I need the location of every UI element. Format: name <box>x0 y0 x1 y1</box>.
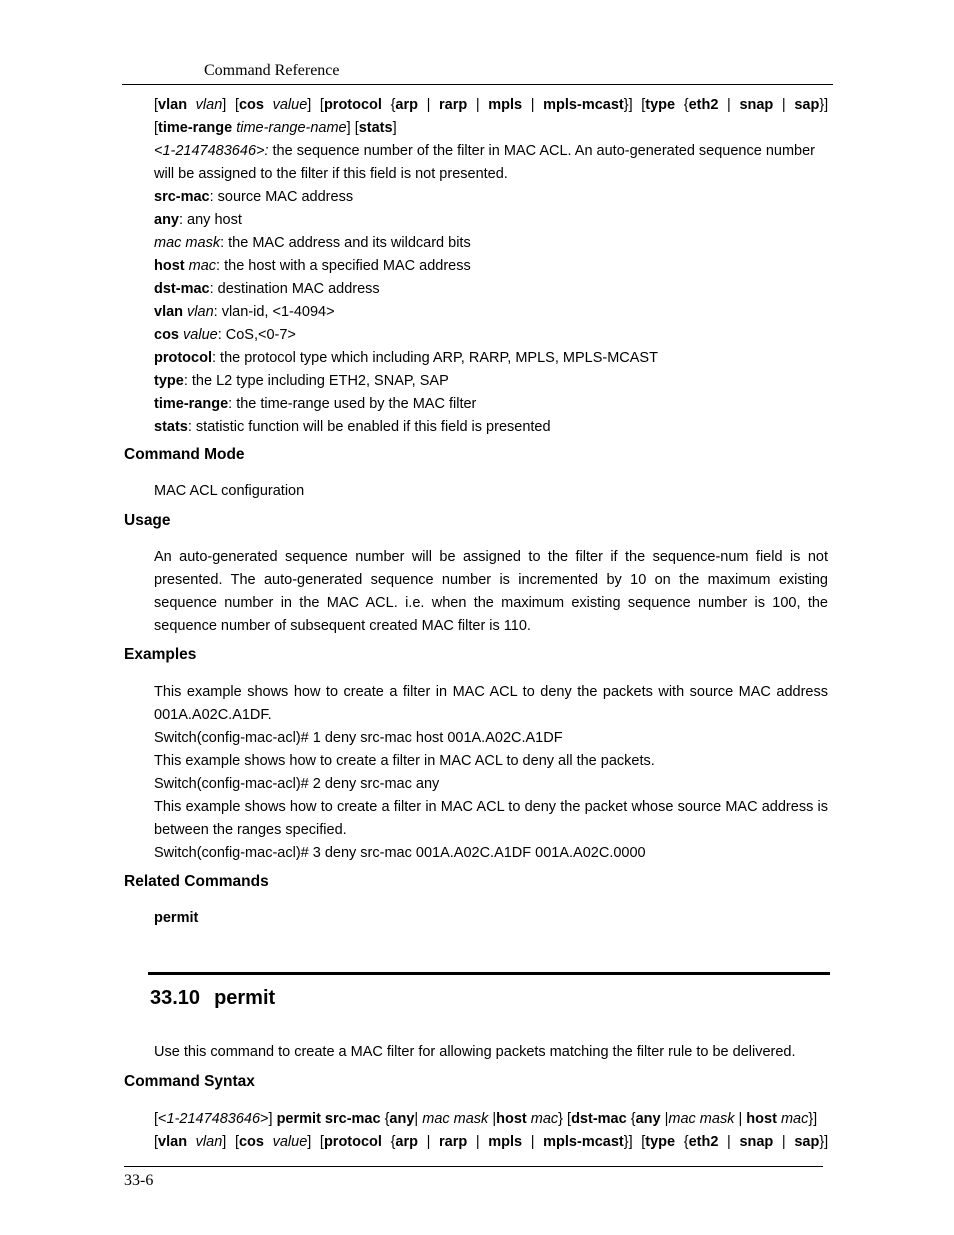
section-rule <box>148 972 830 975</box>
param-term: src-mac <box>154 189 210 205</box>
kw-sap: sap <box>794 1134 820 1150</box>
examples-text <box>154 681 828 865</box>
bracket: [ <box>567 1111 572 1127</box>
param-desc: : the MAC address and its wildcard bits <box>220 235 471 251</box>
example-command: Switch(config-mac-acl)# 3 deny src-mac 001A.A02C.A1DF 001A.A02C.0000 <box>154 845 646 861</box>
bracket: ] <box>222 97 227 113</box>
arg-vlan: vlan <box>195 97 223 113</box>
pipe: | <box>475 97 480 113</box>
pipe: | <box>781 1134 786 1150</box>
kw-mpls-mcast: mpls-mcast <box>543 1134 624 1150</box>
brace: { <box>630 1111 636 1127</box>
pipe: | <box>414 1111 419 1127</box>
running-header: Command Reference <box>204 62 340 79</box>
param-term: any <box>154 212 179 228</box>
arg-value: value <box>272 97 308 113</box>
syntax-continuation <box>154 94 828 439</box>
kw-protocol: protocol <box>323 1134 382 1150</box>
kw-eth2: eth2 <box>688 97 719 113</box>
pipe: | <box>738 1111 743 1127</box>
param-stats <box>154 416 828 439</box>
arg-mac-mask: mac mask <box>422 1111 489 1127</box>
param-time-range <box>154 393 828 416</box>
bracket: [ <box>154 120 159 136</box>
header-rule <box>122 84 833 85</box>
bracket: [ <box>154 97 159 113</box>
param-desc: : vlan-id, <1-4094> <box>213 304 335 320</box>
bracket: [ <box>319 97 324 113</box>
usage-text <box>154 546 828 638</box>
param-term: stats <box>154 419 188 435</box>
kw-mpls: mpls <box>488 97 523 113</box>
brace-bracket: }] <box>819 97 829 113</box>
arg-seq: 1-2147483646 <box>166 1111 261 1127</box>
param-desc: : any host <box>179 212 242 228</box>
example-command: Switch(config-mac-acl)# 2 deny src-mac any <box>154 776 440 792</box>
brace: { <box>390 97 396 113</box>
kw-type: type <box>645 1134 676 1150</box>
pipe: | <box>530 97 535 113</box>
example-line: This example shows how to create a filter in MAC ACL to deny all the packets. <box>154 753 655 769</box>
param-desc: : the host with a specified MAC address <box>216 258 471 274</box>
param-desc: : source MAC address <box>209 189 354 205</box>
brace-bracket: }] <box>623 1134 633 1150</box>
kw-cos: cos <box>238 1134 264 1150</box>
kw-protocol: protocol <box>323 97 382 113</box>
param-desc: the sequence number of the filter in MAC ACL. An auto-generated sequence number <box>268 143 816 159</box>
kw-cos: cos <box>238 97 264 113</box>
param-desc: : destination MAC address <box>209 281 380 297</box>
command-syntax-line-1 <box>154 1108 828 1131</box>
pipe: | <box>426 1134 431 1150</box>
param-desc: : the L2 type including ETH2, SNAP, SAP <box>183 373 449 389</box>
bracket: >] <box>260 1111 273 1127</box>
example-command: Switch(config-mac-acl)# 1 deny src-mac host 001A.A02C.A1DF <box>154 730 563 746</box>
heading-usage: Usage <box>124 512 171 529</box>
param-seq <box>154 140 828 163</box>
bracket: ] <box>346 120 351 136</box>
usage-line: presented. The auto-generated sequence number is incremented by 10 on the maximum existing <box>154 572 828 588</box>
brace-bracket: }] <box>819 1134 829 1150</box>
related-commands-list <box>154 907 828 930</box>
bracket: ] <box>222 1134 227 1150</box>
param-term: vlan <box>154 304 184 320</box>
param-term: time-range <box>154 396 229 412</box>
kw-eth2: eth2 <box>688 1134 719 1150</box>
heading-examples: Examples <box>124 646 197 663</box>
example-line: 001A.A02C.A1DF. <box>154 707 272 723</box>
pipe: | <box>727 97 731 113</box>
kw-snap: snap <box>739 97 774 113</box>
param-term: host <box>154 258 185 274</box>
brace: { <box>683 1134 689 1150</box>
bracket: [ <box>234 97 239 113</box>
arg-vlan: vlan <box>195 1134 223 1150</box>
bracket: [ <box>234 1134 239 1150</box>
example-line: This example shows how to create a filter in MAC ACL to deny the packet whose source MAC address is <box>154 799 828 815</box>
param-cos <box>154 324 828 347</box>
arg-mac: mac <box>780 1111 809 1127</box>
arg-mac-mask: mac mask <box>668 1111 735 1127</box>
bracket: ] <box>307 1134 312 1150</box>
param-term: type <box>154 373 184 389</box>
kw-host: host <box>746 1111 777 1127</box>
kw-dst-mac: dst-mac <box>571 1111 627 1127</box>
footer-rule <box>124 1166 823 1167</box>
syntax-line-2 <box>154 117 828 140</box>
param-arg: vlan <box>187 304 214 320</box>
kw-any: any <box>635 1111 661 1127</box>
brace: { <box>384 1111 390 1127</box>
page-number: 33-6 <box>124 1172 154 1189</box>
usage-line: An auto-generated sequence number will be assigned to the filter if the sequence-num field is not <box>154 549 828 565</box>
related-command-permit: permit <box>154 910 199 926</box>
section-description-text: Use this command to create a MAC filter for allowing packets matching the filter rule to be delivered. <box>154 1044 796 1060</box>
param-seq-cont <box>154 163 828 186</box>
pipe: | <box>475 1134 480 1150</box>
bracket: [< <box>154 1111 167 1127</box>
usage-line: sequence number in the MAC ACL. i.e. when the maximum existing sequence number is 100, the <box>154 595 828 611</box>
heading-related-commands: Related Commands <box>124 873 269 890</box>
pipe: | <box>664 1111 669 1127</box>
example-line: between the ranges specified. <box>154 822 347 838</box>
bracket: ] <box>392 120 397 136</box>
param-desc: : the protocol type which including ARP, RARP, MPLS, MPLS-MCAST <box>212 350 658 366</box>
kw-rarp: rarp <box>439 97 468 113</box>
command-mode-value: MAC ACL configuration <box>154 483 305 499</box>
bracket: [ <box>641 1134 646 1150</box>
pipe: | <box>426 97 431 113</box>
param-arg: mac <box>188 258 217 274</box>
section-number: 33.10 <box>150 987 201 1009</box>
kw-any: any <box>389 1111 415 1127</box>
bracket: [ <box>154 1134 159 1150</box>
arg-value: value <box>272 1134 308 1150</box>
param-src-mac <box>154 186 828 209</box>
kw-type: type <box>645 97 676 113</box>
pipe: | <box>492 1111 497 1127</box>
param-mac-mask <box>154 232 828 255</box>
kw-sap: sap <box>794 97 820 113</box>
command-syntax-text <box>154 1108 828 1154</box>
kw-mpls-mcast: mpls-mcast <box>543 97 624 113</box>
param-term: <1-2147483646>: <box>154 143 269 159</box>
bracket: [ <box>641 97 646 113</box>
section-name: permit <box>214 987 276 1009</box>
bracket: [ <box>354 120 359 136</box>
syntax-line-1 <box>154 94 828 117</box>
param-term: cos <box>154 327 179 343</box>
section-title <box>150 987 275 1010</box>
brace: { <box>390 1134 396 1150</box>
arg-mac: mac <box>530 1111 559 1127</box>
param-desc: : statistic function will be enabled if this field is presented <box>187 419 551 435</box>
command-syntax-line-2 <box>154 1131 828 1154</box>
brace: } <box>558 1111 564 1127</box>
heading-command-mode: Command Mode <box>124 446 245 463</box>
heading-command-syntax: Command Syntax <box>124 1073 255 1090</box>
param-dst-mac <box>154 278 828 301</box>
brace-bracket: }] <box>623 97 633 113</box>
usage-line: sequence number of subsequent created MAC filter is 110. <box>154 618 531 634</box>
param-term: mac mask <box>154 235 221 251</box>
kw-snap: snap <box>739 1134 774 1150</box>
param-arg: value <box>183 327 218 343</box>
command-mode-text <box>154 480 828 503</box>
param-desc: : the time-range used by the MAC filter <box>228 396 477 412</box>
param-desc: : CoS,<0-7> <box>217 327 296 343</box>
example-line: This example shows how to create a filter in MAC ACL to deny the packets with source MAC address <box>154 684 828 700</box>
brace-bracket: }] <box>808 1111 818 1127</box>
param-desc: will be assigned to the filter if this field is not presented. <box>154 166 508 182</box>
kw-vlan: vlan <box>158 1134 188 1150</box>
arg-time-range-name: time-range-name <box>236 120 347 136</box>
section-description <box>154 1041 828 1064</box>
kw-arp: arp <box>395 97 418 113</box>
kw-rarp: rarp <box>439 1134 468 1150</box>
param-any <box>154 209 828 232</box>
kw-mpls: mpls <box>488 1134 523 1150</box>
param-term: dst-mac <box>154 281 210 297</box>
param-vlan <box>154 301 828 324</box>
pipe: | <box>530 1134 535 1150</box>
param-host <box>154 255 828 278</box>
kw-arp: arp <box>395 1134 418 1150</box>
kw-time-range: time-range <box>158 120 233 136</box>
param-term: protocol <box>154 350 212 366</box>
param-protocol <box>154 347 828 370</box>
param-type <box>154 370 828 393</box>
kw-host: host <box>496 1111 527 1127</box>
kw-permit-src-mac: permit src-mac <box>276 1111 381 1127</box>
bracket: ] <box>307 97 312 113</box>
pipe: | <box>727 1134 731 1150</box>
bracket: [ <box>319 1134 324 1150</box>
pipe: | <box>781 97 786 113</box>
brace: { <box>683 97 689 113</box>
kw-stats: stats <box>358 120 393 136</box>
kw-vlan: vlan <box>158 97 188 113</box>
